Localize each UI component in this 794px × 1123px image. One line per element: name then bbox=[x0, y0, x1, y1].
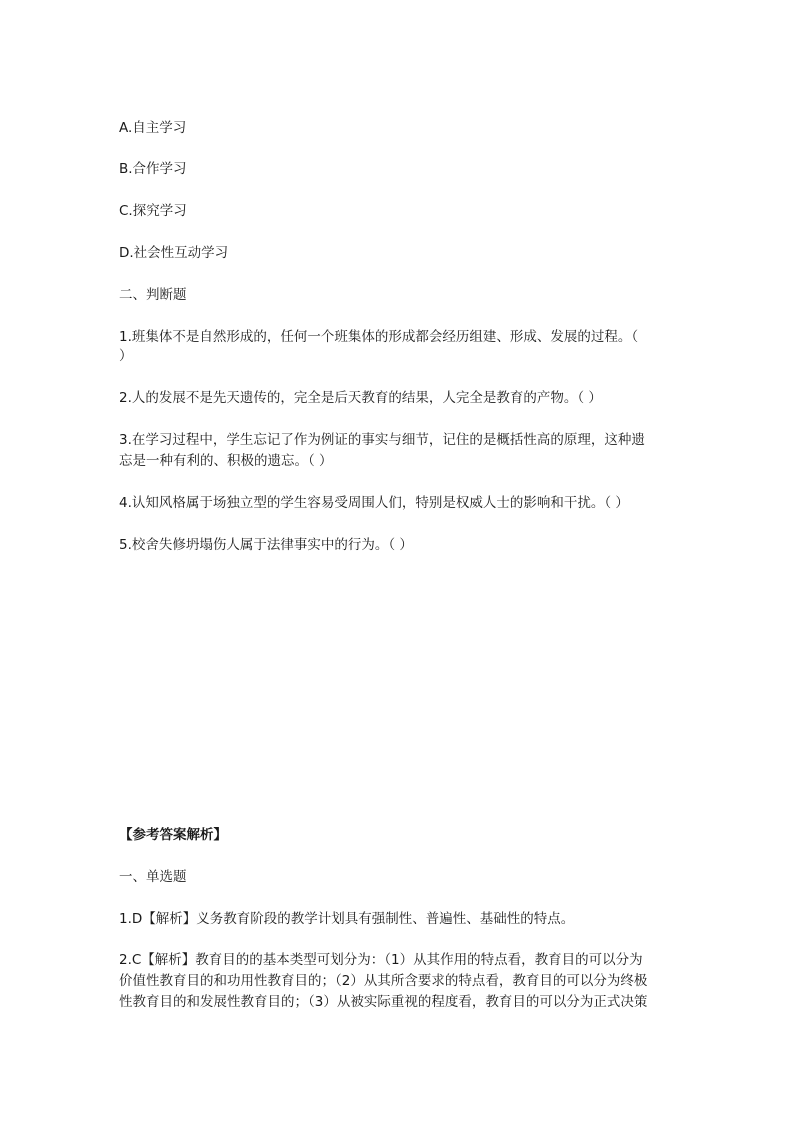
judge-question-4: 4.认知风格属于场独立型的学生容易受周围人们，特别是权威人士的影响和干扰。（ ） bbox=[119, 495, 629, 511]
answers-heading: 【参考答案解析】 bbox=[119, 827, 227, 843]
answer-2-line3: 性教育目的和发展性教育目的；（3）从被实际重视的程度看，教育目的可以分为正式决策 bbox=[119, 994, 648, 1010]
judge-question-1-line2: ） bbox=[119, 348, 133, 364]
answer-1: 1.D【解析】义务教育阶段的教学计划具有强制性、普遍性、基础性的特点。 bbox=[119, 911, 575, 927]
option-b: B.合作学习 bbox=[119, 161, 187, 177]
judge-question-3-line2: 忘是一种有利的、积极的遗忘。（ ） bbox=[119, 453, 333, 469]
judge-question-3-line1: 3.在学习过程中，学生忘记了作为例证的事实与细节，记住的是概括性高的原理，这种遗 bbox=[119, 432, 645, 448]
judge-question-5: 5.校舍失修坍塌伤人属于法律事实中的行为。（ ） bbox=[119, 537, 413, 553]
answer-2-line1: 2.C【解析】教育目的的基本类型可划分为：（1）从其作用的特点看，教育目的可以分为 bbox=[119, 952, 643, 968]
section-heading-judge: 二、判断题 bbox=[119, 287, 187, 303]
answer-2-line2: 价值性教育目的和功用性教育目的；（2）从其所含要求的特点看，教育目的可以分为终极 bbox=[119, 973, 648, 989]
option-d: D.社会性互动学习 bbox=[119, 245, 229, 261]
judge-question-1-line1: 1.班集体不是自然形成的，任何一个班集体的形成都会经历组建、形成、发展的过程。（ bbox=[119, 329, 639, 345]
option-c: C.探究学习 bbox=[119, 203, 187, 219]
judge-question-2: 2.人的发展不是先天遗传的，完全是后天教育的结果，人完全是教育的产物。（ ） bbox=[119, 390, 602, 406]
option-a: A.自主学习 bbox=[119, 120, 187, 136]
section-heading-single-choice: 一、单选题 bbox=[119, 869, 187, 885]
